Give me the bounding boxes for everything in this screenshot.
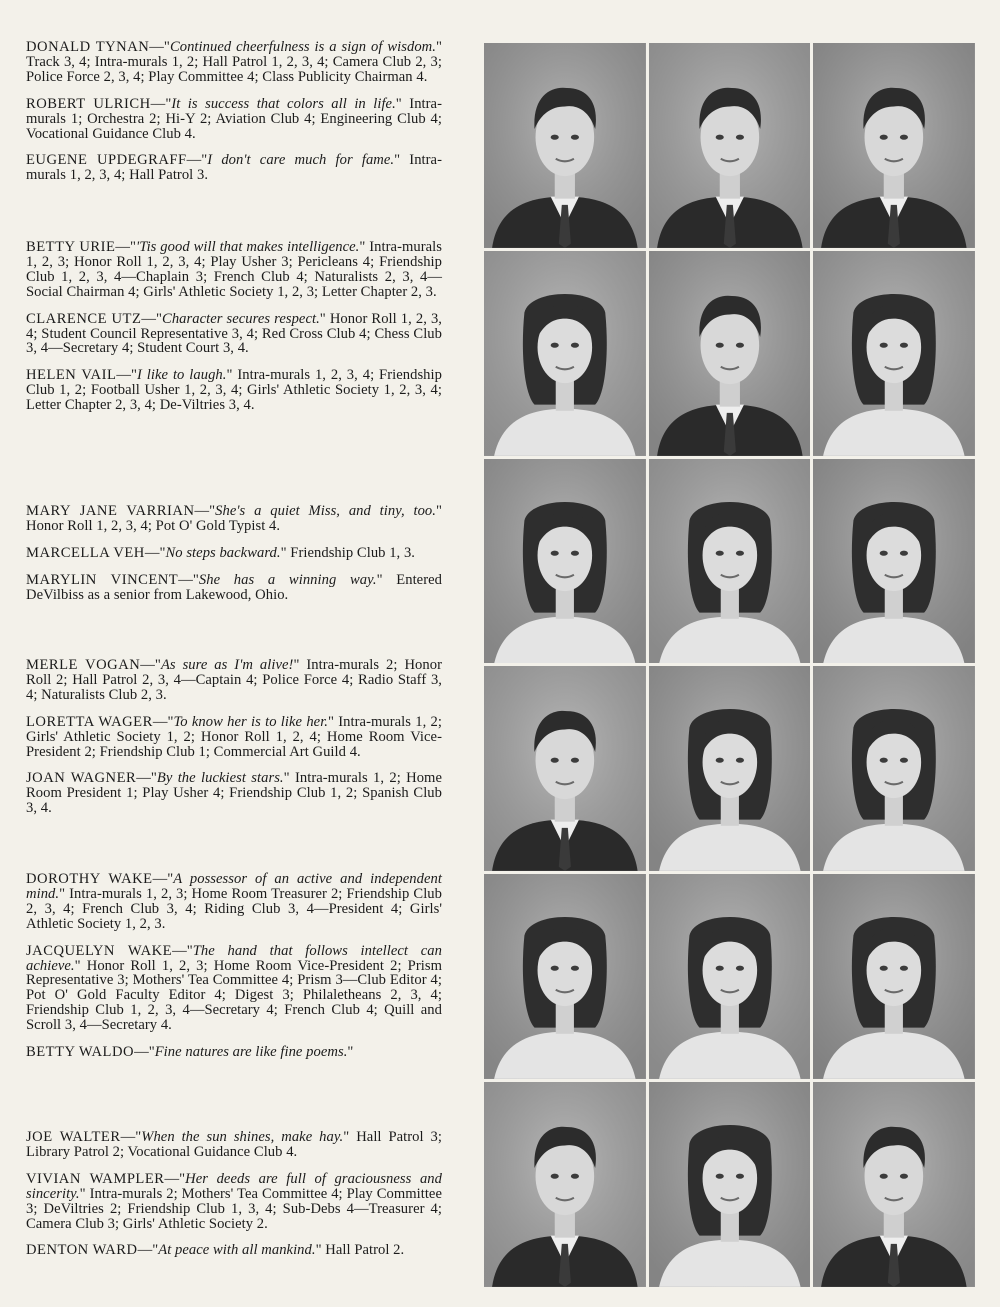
portrait-dorothy-wake <box>484 874 646 1079</box>
bio-group-6 <box>26 1130 442 1270</box>
student-quote: As sure as I'm alive! <box>160 657 294 673</box>
portrait-betty-waldo <box>813 874 975 1079</box>
student-quote: To know her is to like her. <box>173 713 328 730</box>
student-activities: Intra-murals 2; Honor Roll 2; Hall Patrol 2, 3, 4—Captain 4; Police Force 4; Radio Staff 3, 4; Naturalists Club 2, 3. <box>26 657 442 703</box>
student-name: MARCELLA VEH <box>26 544 145 561</box>
student-activities: Intra-murals 1, 2; Home Room President 1; Play Usher 4; Friendship Club 1, 2; Spanish Club 3, 4. <box>26 770 442 817</box>
bio-group-3 <box>26 504 442 615</box>
student-quote: A possessor of an active and independent mind. <box>26 871 442 902</box>
student-quote: Continued cheerfulness is a sign of wisdom. <box>169 39 436 55</box>
student-name: MARYLIN VINCENT <box>26 571 179 588</box>
student-activities: Honor Roll 1, 2, 3; Home Room Vice-President 2; Prism Representative 3; Mothers' Tea Committee 4; Prism 3—Club Editor 4; Pot O' Gold Faculty Editor 4; Digest 3; Philaletheans 2, 3, 4; Friendship Club 1, 2, 3, 4—Secretary 4; French Club 4; Quill and Scroll 3, 4—Secretary 4. <box>26 957 442 1034</box>
student-quote: At peace with all mankind. <box>158 1242 316 1259</box>
portrait-marylin-vincent <box>813 459 975 664</box>
student-name: MERLE VOGAN <box>26 657 141 673</box>
bio-entry: MERLE VOGAN—"As sure as I'm alive!" Intra-murals 2; Honor Roll 2; Hall Patrol 2, 3, 4—Captain 4; Police Force 4; Radio Staff 3, 4; Naturalists Club 2, 3. <box>26 657 442 703</box>
bio-group-2 <box>26 240 442 425</box>
student-quote: Her deeds are full of graciousness and sincerity. <box>26 1170 442 1202</box>
student-name: LORETTA WAGER <box>26 713 153 730</box>
student-name: DONALD TYNAN <box>26 39 150 55</box>
bio-entry: LORETTA WAGER—"To know her is to like her." Intra-murals 1, 2; Girls' Athletic Society 1, 2; Honor Roll 1, 2, 4; Home Room Vice-President 2; Friendship Club 1; Commercial Art Guild 4. <box>26 713 442 760</box>
portrait-mary-jane-varrian <box>484 459 646 664</box>
portrait-grid <box>484 43 975 1287</box>
student-name: MARY JANE VARRIAN <box>26 503 195 519</box>
bio-entry: DOROTHY WAKE—"A possessor of an active and independent mind." Intra-murals 1, 2, 3; Home Room Treasurer 2; Friendship Club 2, 3, 4; French Club 3, 4; Riding Club 3, 4—President 4; Girls' Athletic Society 1, 2, 3. <box>26 871 442 932</box>
student-quote: She has a winning way. <box>198 571 377 588</box>
bio-entry: VIVIAN WAMPLER—"Her deeds are full of graciousness and sincerity." Intra-murals 2; Mothers' Tea Committee 4; Play Committee 3; DeViltries 2; Friendship Club 1, 3, 4; Sub-Debs 4—Treasurer 4; Camera Club 3; Girls' Athletic Society 2. <box>26 1170 442 1232</box>
portrait-vivian-wampler <box>649 1082 811 1287</box>
student-name: JOAN WAGNER <box>26 770 137 787</box>
student-activities: Intra-murals 1, 2; Girls' Athletic Society 1, 2; Honor Roll 1, 2, 4; Home Room Vice-President 2; Friendship Club 1; Commercial Art Guild 4. <box>26 713 442 760</box>
student-name: CLARENCE UTZ <box>26 310 142 327</box>
bio-entry: JOAN WAGNER—"By the luckiest stars." Intra-murals 1, 2; Home Room President 1; Play Usher 4; Friendship Club 1, 2; Spanish Club 3, 4. <box>26 770 442 817</box>
bio-entry: MARY JANE VARRIAN—"She's a quiet Miss, and tiny, too." Honor Roll 1, 2, 3, 4; Pot O' Gold Typist 4. <box>26 503 442 534</box>
bio-entry: EUGENE UPDEGRAFF—"I don't care much for fame." Intra-murals 1, 2, 3, 4; Hall Patrol 3. <box>26 152 442 184</box>
bio-entry: DONALD TYNAN—"Continued cheerfulness is a sign of wisdom." Track 3, 4; Intra-murals 1, 2; Hall Patrol 1, 2, 3, 4; Camera Club 2, 3; Police Force 2, 3, 4; Play Committee 4; Class Publicity Chairman 4. <box>26 39 442 85</box>
student-activities: Friendship Club 1, 3. <box>290 544 415 561</box>
student-activities: Hall Patrol 2. <box>325 1242 405 1259</box>
bio-entry: MARCELLA VEH—"No steps backward." Friendship Club 1, 3. <box>26 544 415 561</box>
student-name: BETTY URIE <box>26 239 116 255</box>
student-name: VIVIAN WAMPLER <box>26 1170 165 1187</box>
student-name: DOROTHY WAKE <box>26 871 153 887</box>
portrait-helen-vail <box>813 251 975 456</box>
student-name: HELEN VAIL <box>26 367 117 384</box>
portrait-clarence-utz <box>649 251 811 456</box>
student-activities: Honor Roll 1, 2, 3, 4; Pot O' Gold Typist 4. <box>26 517 281 534</box>
student-activities: Hall Patrol 3; Library Patrol 2; Vocational Guidance Club 4. <box>26 1129 442 1160</box>
student-activities: Intra-murals 2; Mothers' Tea Committee 4; Play Committee 3; DeViltries 2; Friendship Club 1, 3, 4; Sub-Debs 4—Treasurer 4; Camera Club 3; Girls' Athletic Society 2. <box>26 1185 442 1232</box>
student-activities: Intra-murals 1, 2, 3; Home Room Treasurer 2; Friendship Club 2, 3, 4; French Club 3, 4; Riding Club 3, 4—President 4; Girls' Athletic Society 1, 2, 3. <box>26 885 442 932</box>
student-quote: The hand that follows intellect can achieve. <box>26 942 442 974</box>
bio-group-4 <box>26 658 442 828</box>
bio-entry: BETTY WALDO—"Fine natures are like fine poems." <box>26 1044 354 1061</box>
student-quote: I don't care much for fame. <box>207 152 395 169</box>
portrait-donald-tynan <box>484 43 646 248</box>
portrait-loretta-wager <box>649 666 811 871</box>
student-quote: When the sun shines, make hay. <box>141 1129 344 1145</box>
portrait-eugene-updegraff <box>813 43 975 248</box>
portrait-robert-ulrich <box>649 43 811 248</box>
student-activities: Intra-murals 1, 2, 3, 4; Hall Patrol 3. <box>26 152 442 184</box>
bio-entry: HELEN VAIL—"I like to laugh." Intra-murals 1, 2, 3, 4; Friendship Club 1, 2; Football Usher 1, 2, 3, 4; Girls' Athletic Society 1, 2, 3, 4; Letter Chapter 2, 3, 4; De-Viltries 3, 4. <box>26 367 442 414</box>
portrait-betty-urie <box>484 251 646 456</box>
bio-entry: CLARENCE UTZ—"Character secures respect." Honor Roll 1, 2, 3, 4; Student Council Representative 3, 4; Red Cross Club 4; Chess Club 3, 4—Secretary 4; Student Court 3, 4. <box>26 310 442 357</box>
student-activities: Intra-murals 1; Orchestra 2; Hi-Y 2; Aviation Club 4; Engineering Club 4; Vocational Guidance Club 4. <box>26 95 442 142</box>
student-activities: Entered DeVilbiss as a senior from Lakewood, Ohio. <box>26 571 442 603</box>
student-quote: It is success that colors all in life. <box>171 95 396 112</box>
student-quote: No steps backward. <box>165 544 281 561</box>
portrait-jacquelyn-wake <box>649 874 811 1079</box>
student-quote: By the luckiest stars. <box>156 770 284 787</box>
student-name: DENTON WARD <box>26 1242 138 1259</box>
student-name: JOE WALTER <box>26 1129 121 1145</box>
student-quote: Character secures respect. <box>162 310 320 327</box>
bio-entry: JACQUELYN WAKE—"The hand that follows intellect can achieve." Honor Roll 1, 2, 3; Home Room Vice-President 2; Prism Representative 3; Mothers' Tea Committee 4; Prism 3—Club Editor 4; Pot O' Gold Faculty Editor 4; Digest 3; Philaletheans 2, 3, 4; Friendship Club 1, 2, 3, 4—Secretary 4; French Club 4; Quill and Scroll 3, 4—Secretary 4. <box>26 942 442 1034</box>
bio-entry: JOE WALTER—"When the sun shines, make hay." Hall Patrol 3; Library Patrol 2; Vocational Guidance Club 4. <box>26 1129 442 1160</box>
student-activities: Intra-murals 1, 2, 3; Honor Roll 1, 2, 3, 4; Play Usher 3; Pericleans 4; Friendship Club 1, 2, 3, 4—Chaplain 3; French Club 4; Naturalists 2, 3, 4—Social Chairman 4; Girls' Athletic Society 1, 2, 3; Letter Chapter 2, 3. <box>26 239 442 300</box>
bio-group-1 <box>26 40 442 195</box>
bio-entry: MARYLIN VINCENT—"She has a winning way." Entered DeVilbiss as a senior from Lakewood, Ohio. <box>26 571 442 603</box>
student-activities: Honor Roll 1, 2, 3, 4; Student Council Representative 3, 4; Red Cross Club 4; Chess Club 3, 4—Secretary 4; Student Court 3, 4. <box>26 310 442 357</box>
student-activities: Intra-murals 1, 2, 3, 4; Friendship Club 1, 2; Football Usher 1, 2, 3, 4; Girls' Athletic Society 1, 2, 3, 4; Letter Chapter 2, 3, 4; De-Viltries 3, 4. <box>26 367 442 414</box>
bio-group-5 <box>26 872 442 1072</box>
student-quote: 'Tis good will that makes intelligence. <box>136 239 360 255</box>
portrait-merle-vogan <box>484 666 646 871</box>
student-quote: Fine natures are like fine poems. <box>154 1044 348 1061</box>
student-name: BETTY WALDO <box>26 1044 135 1061</box>
portrait-joe-walter <box>484 1082 646 1287</box>
bio-entry: ROBERT ULRICH—"It is success that colors all in life." Intra-murals 1; Orchestra 2; Hi-Y 2; Aviation Club 4; Engineering Club 4; Vocational Guidance Club 4. <box>26 95 442 142</box>
student-name: JACQUELYN WAKE <box>26 942 173 959</box>
portrait-denton-ward <box>813 1082 975 1287</box>
student-name: ROBERT ULRICH <box>26 95 151 112</box>
student-quote: She's a quiet Miss, and tiny, too. <box>215 503 436 519</box>
student-name: EUGENE UPDEGRAFF <box>26 152 187 169</box>
student-quote: I like to laugh. <box>137 367 227 384</box>
bio-entry: DENTON WARD—"At peace with all mankind." Hall Patrol 2. <box>26 1242 405 1259</box>
portrait-joan-wagner <box>813 666 975 871</box>
bio-entry: BETTY URIE—"'Tis good will that makes intelligence." Intra-murals 1, 2, 3; Honor Roll 1, 2, 3, 4; Play Usher 3; Pericleans 4; Friendship Club 1, 2, 3, 4—Chaplain 3; French Club 4; Naturalists 2, 3, 4—Social Chairman 4; Girls' Athletic Society 1, 2, 3; Letter Chapter 2, 3. <box>26 239 442 300</box>
portrait-marcella-veh <box>649 459 811 664</box>
student-activities: Track 3, 4; Intra-murals 1, 2; Hall Patrol 1, 2, 3, 4; Camera Club 2, 3; Police Force 2, 3, 4; Play Committee 4; Class Publicity Chairman 4. <box>26 53 442 85</box>
